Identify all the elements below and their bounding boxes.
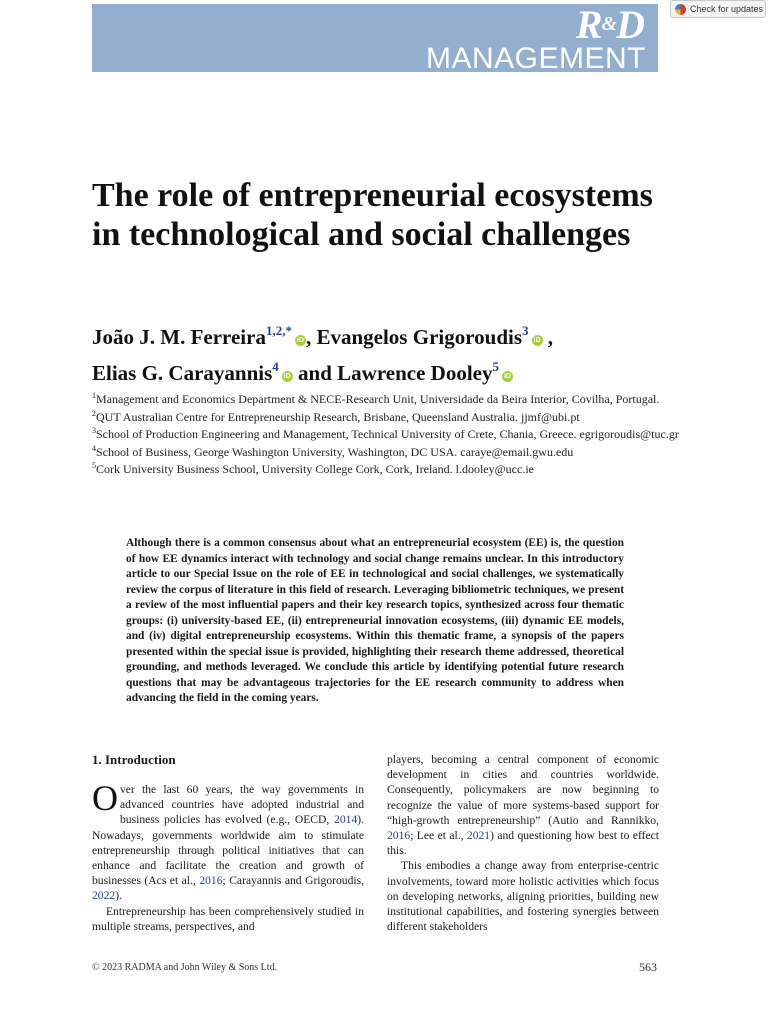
orcid-icon[interactable]: iD [533, 337, 541, 344]
author-name[interactable]: Lawrence Dooley [337, 361, 493, 385]
crossmark-icon [675, 4, 686, 15]
journal-banner [92, 2, 658, 75]
affiliation-item: $^3$School of Production Engineering and Management, Technical University of Crete, Chania, Greece. egrigoroudis@tuc.gr [92, 426, 679, 441]
drop-cap: O [92, 778, 118, 818]
author-name[interactable]: João J. M. Ferreira [92, 325, 266, 349]
author-name[interactable]: Elias G. Carayannis [92, 361, 273, 385]
orcid-icon[interactable]: iD [283, 373, 291, 380]
author-separator: , [305, 325, 317, 349]
check-for-updates-button[interactable] [670, 0, 766, 18]
citation-link[interactable]: 2016 [387, 829, 411, 843]
affiliation-item: $^1$Management and Economics Department & NECE-Research Unit, Universidade da Beira Interior, Covilha, Portugal. [92, 391, 660, 406]
article-title: The role of entrepreneurial ecosystems in technological and social challenges [92, 177, 653, 253]
paragraph: Entrepreneurship has been comprehensively studied in multiple streams, perspectives, and [92, 904, 364, 933]
paragraph: players, becoming a central component of economic development in cities and countries worldwide. Consequently, policymakers are now beginning to recognize the value of more systems-based support for “high-growth entrepreneurship” (Autio and Rannikko, 2016; Lee et al., 2021) and questioning how best to effect this. [387, 753, 659, 858]
check-for-updates-label: Check for updates [690, 4, 764, 14]
author-affiliation-ref[interactable]: 3 [522, 323, 529, 338]
journal-logo-rd: R&D [575, 2, 644, 47]
citation-link[interactable]: 2016 [199, 874, 223, 888]
paragraph: This embodies a change away from enterprise-centric involvements, toward more holistic activities which focus on developing networks, aligning priorities, building new institutional capabilities, and fostering synergies between different stakeholders [387, 859, 659, 934]
page-number: 563 [639, 960, 657, 974]
author-name[interactable]: Evangelos Grigoroudis [316, 325, 523, 349]
affiliation-item: $^2$QUT Australian Centre for Entrepreneurship Research, Brisbane, Queensland Australia. jjmf@ubi.pt [92, 408, 580, 424]
citation-link[interactable]: 2014 [334, 813, 358, 827]
journal-logo-management: MANAGEMENT [425, 42, 646, 75]
copyright-notice: © 2023 RADMA and John Wiley & Sons Ltd. [92, 962, 278, 973]
citation-link[interactable]: 2022 [92, 889, 116, 903]
author-separator: , [542, 325, 554, 349]
author-list [92, 316, 682, 388]
author-separator: and [292, 361, 338, 385]
affiliation-item: $^4$School of Business, George Washington University, Washington, DC USA. caraye@email.gwu.edu [92, 443, 574, 459]
body-column-left [92, 752, 364, 934]
section-heading: 1. Introduction [92, 752, 176, 767]
affiliation-item: $^5$Cork University Business School, University College Cork, Cork, Ireland. l.dooley@ucc.ie [92, 461, 534, 476]
abstract: Although there is a common consensus about what an entrepreneurial ecosystem (EE) is, the question of how EE dynamics interact with technology and social change remains unclear. In this introductory article to our Special Issue on the role of EE in technological and social challenges, we systematically review the corpus of literature in this field of research. Leveraging bibliometric techniques, we present a review of the most influential papers and their key research topics, synthesized across four thematic groups: (i) university-based EE, (ii) entrepreneurial innovation ecosystems, (iii) dynamic EE models, and (iv) digital entrepreneurship ecosystems. Within this thematic frame, a synopsis of the papers presented within the special issue is provided, highlighting their research theme addressed, theoretical grounding, and methods leveraged. We conclude this article by identifying potential future research questions that may be advantageous trajectories for the EE research community to address when advancing the field in the coming years. [126, 537, 624, 704]
citation-link[interactable]: 2021 [466, 829, 491, 843]
affiliations [92, 389, 692, 477]
author-affiliation-ref[interactable]: 1,2,* [265, 323, 292, 338]
body-column-right [387, 752, 659, 934]
orcid-icon[interactable]: iD [503, 373, 511, 380]
author-affiliation-ref[interactable]: 4 [272, 359, 279, 374]
paragraph: Over the last 60 years, the way governments in advanced countries have adopted industrial and business policies has evolved (e.g., OECD, 2014). Nowadays, governments worldwide aim to stimulate entrepreneurship through political initiatives that can enhance and facilitate the creation and growth of businesses (Acs et al., 2016; Carayannis and Grigoroudis, 2022). [92, 778, 364, 903]
author-affiliation-ref[interactable]: 5 [492, 359, 499, 374]
orcid-icon[interactable]: iD [296, 337, 304, 344]
